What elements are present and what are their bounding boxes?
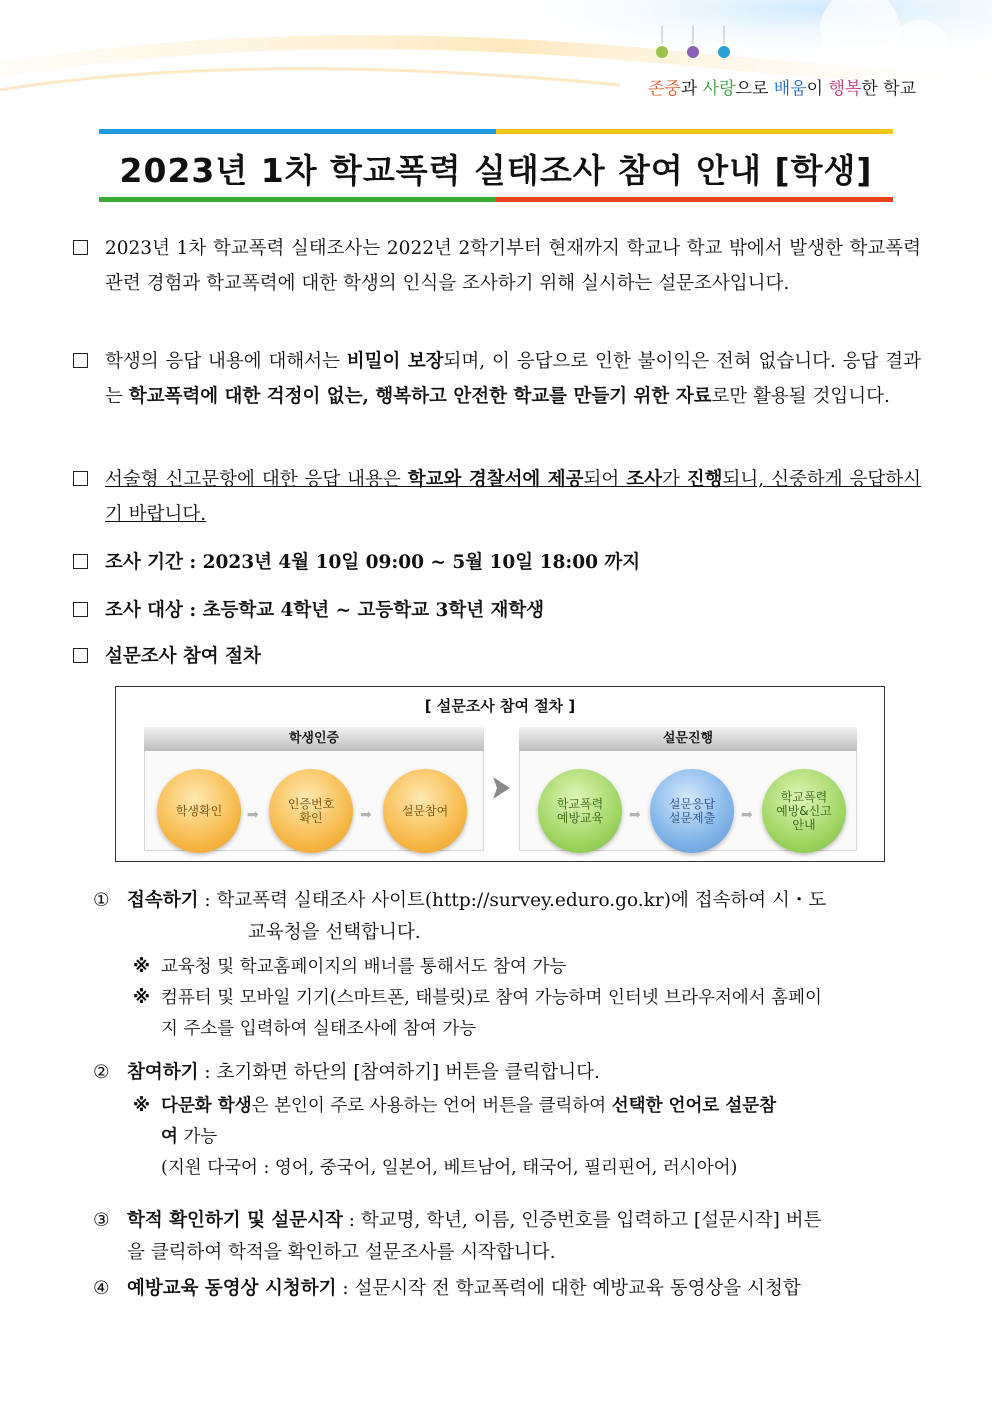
- step-report-guide: 학교폭력 예방&신고 안내: [762, 769, 846, 853]
- panel-student-auth: [144, 727, 484, 851]
- bullet-procedure-heading: 설문조사 참여 절차: [73, 639, 921, 674]
- step-1-note-1: ※ 교육청 및 학교홈페이지의 배너를 통해서도 참여 가능: [133, 957, 567, 977]
- bullet-survey-period: 조사 기간 : 2023년 4월 10일 09:00 ~ 5월 10일 18:00 까지: [73, 545, 921, 580]
- checkbox-square-icon: [73, 471, 88, 486]
- small-arrow-icon: ➡: [629, 807, 641, 823]
- step-student-check: 학생확인: [157, 769, 241, 853]
- step-2-participate: ② 참여하기 : 초기화면 하단의 [참여하기] 버튼을 클릭합니다.: [93, 1062, 600, 1083]
- school-slogan: 존중과 사랑으로 배움이 행복한 학교: [647, 79, 916, 99]
- small-arrow-icon: ➡: [360, 807, 372, 823]
- page-title: 2023년 1차 학교폭력 실태조사 참여 안내 [학생]: [119, 151, 873, 190]
- checkbox-square-icon: [73, 554, 88, 569]
- step-1-note-2: ※ 컴퓨터 및 모바일 기기(스마트폰, 태블릿)로 참여 가능하며 인터넷 브라우저에서 홈페이 지 주소를 입력하여 실태조사에 참여 가능: [133, 988, 822, 1039]
- bullet-report-notice: 서술형 신고문항에 대한 응답 내용은 학교와 경찰서에 제공되어 조사가 진행되니, 신중하게 응답하시기 바랍니다.: [73, 462, 921, 532]
- step-4-video: ④ 예방교육 동영상 시청하기 : 설문시작 전 학교폭력에 대한 예방교육 동영상을 시청합: [93, 1278, 801, 1299]
- procedure-flow-diagram: [115, 686, 885, 862]
- bullet-privacy: 학생의 응답 내용에 대해서는 비밀이 보장되며, 이 응답으로 인한 불이익은 전혀 없습니다. 응답 결과는 학교폭력에 대한 걱정이 없는, 행복하고 안전한 학교를 만들기 위한 자료로만 활용될 것입니다.: [73, 344, 921, 414]
- checkbox-square-icon: [73, 602, 88, 617]
- panel-survey-progress: [519, 727, 857, 851]
- panel-head-survey-progress: 설문진행: [519, 727, 857, 751]
- step-survey-submit: 설문응답 설문제출: [650, 769, 734, 853]
- chevron-right-icon: [488, 775, 514, 801]
- bullet-survey-purpose: 2023년 1차 학교폭력 실태조사는 2022년 2학기부터 현재까지 학교나 학교 밖에서 발생한 학교폭력 관련 경험과 학교폭력에 대한 학생의 인식을 조사하기 위해 실시하는 설문조사입니다.: [73, 231, 921, 301]
- title-banner: [99, 129, 893, 202]
- header-decoration: [0, 0, 992, 130]
- checkbox-square-icon: [73, 240, 88, 255]
- small-arrow-icon: ➡: [247, 807, 259, 823]
- step-3-verify: ③ 학적 확인하기 및 설문시작 : 학교명, 학년, 이름, 인증번호를 입력하고 [설문시작] 버튼 을 클릭하여 학적을 확인하고 설문조사를 시작합니다.: [93, 1210, 822, 1263]
- checkbox-square-icon: [73, 353, 88, 368]
- three-dots-icon: [650, 26, 740, 66]
- step-1-access: ① 접속하기 : 학교폭력 실태조사 사이트(http://survey.eduro.go.kr)에 접속하여 시・도 교육청을 선택합니다.: [93, 890, 827, 943]
- checkbox-square-icon: [73, 648, 88, 663]
- step-prevention-education: 학교폭력 예방교육: [538, 769, 622, 853]
- small-arrow-icon: ➡: [741, 807, 753, 823]
- step-auth-code: 인증번호 확인: [269, 769, 353, 853]
- bullet-survey-target: 조사 대상 : 초등학교 4학년 ~ 고등학교 3학년 재학생: [73, 593, 921, 628]
- panel-head-student-auth: 학생인증: [144, 727, 484, 751]
- step-survey-join: 설문참여: [383, 769, 467, 853]
- flow-title: [ 설문조사 참여 절차 ]: [424, 697, 576, 715]
- step-2-note: ※ 다문화 학생은 본인이 주로 사용하는 언어 버튼을 클릭하여 선택한 언어로 설문참 여 가능 (지원 다국어 : 영어, 중국어, 일본어, 베트남어, 태국어, 필리핀어, 러시아어): [133, 1096, 777, 1178]
